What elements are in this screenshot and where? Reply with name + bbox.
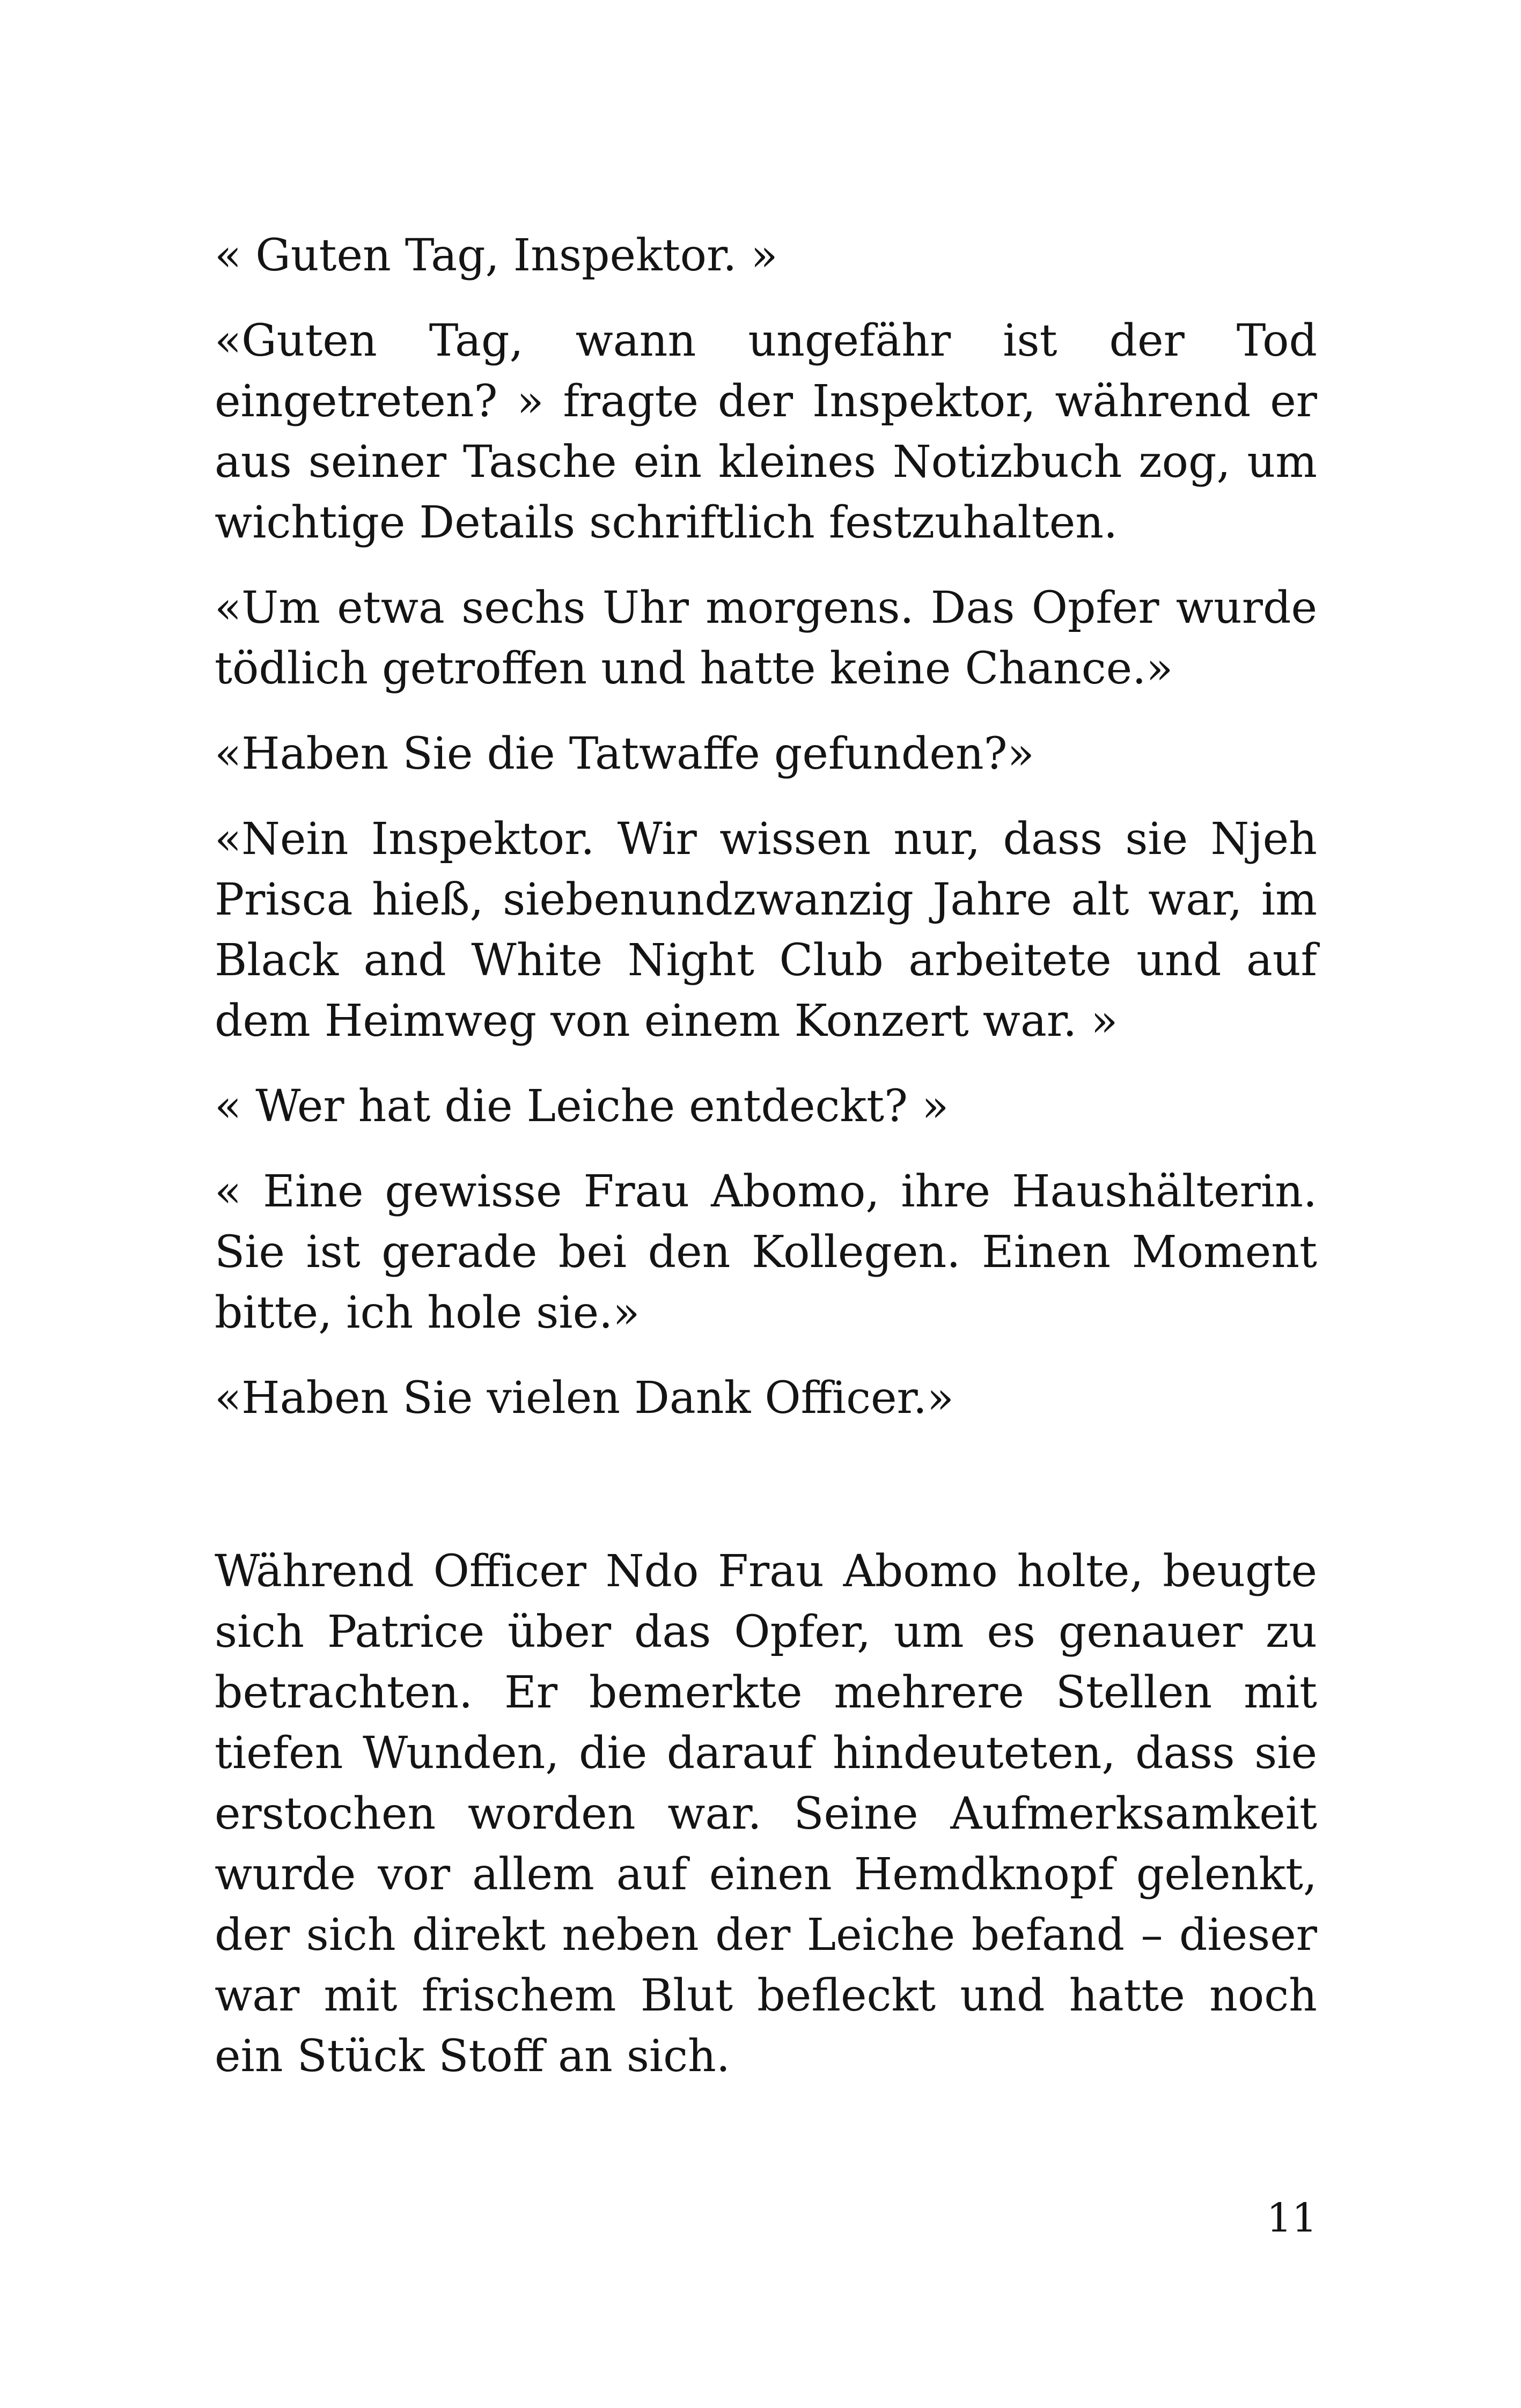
- dialogue-line: «Guten Tag, wann ungefähr ist der Tod eingetreten? » fragte der Inspektor, während er aus seiner Tasche ein kleines Notizbuch zog, um wichtige Details schriftlich festzuhalten.: [215, 315, 1317, 548]
- section-break: [215, 1428, 1317, 1541]
- dialogue-line: «Haben Sie vielen Dank Officer.»: [215, 1373, 954, 1424]
- dialogue-line: « Wer hat die Leiche entdeckt? »: [215, 1081, 949, 1132]
- dialogue-line: «Haben Sie die Tatwaffe gefunden?»: [215, 728, 1034, 779]
- dialogue-line: « Guten Tag, Inspektor. »: [215, 230, 778, 281]
- narrative-paragraph: Während Officer Ndo Frau Abomo holte, beugte sich Patrice über das Opfer, um es genauer zu betrachten. Er bemerkte mehrere Stellen mit tiefen Wunden, die darauf hindeuteten, dass sie erstochen worden war. Seine Aufmerksamkeit wurde vor allem auf einen Hemdknopf gelenkt, der sich direkt neben der Leiche befand – dieser war mit frischem Blut befleckt und hatte noch ein Stück Stoff an sich.: [215, 1546, 1317, 2082]
- dialogue-line: «Um etwa sechs Uhr morgens. Das Opfer wurde tödlich getroffen und hatte keine Chance.»: [215, 583, 1317, 694]
- page-number: 11: [1266, 2195, 1317, 2241]
- dialogue-line: « Eine gewisse Frau Abomo, ihre Haushälterin. Sie ist gerade bei den Kollegen. Einen Moment bitte, ich hole sie.»: [215, 1166, 1317, 1338]
- dialogue-line: «Nein Inspektor. Wir wissen nur, dass sie Njeh Prisca hieß, siebenundzwanzig Jahre alt war, im Black and White Night Club arbeitete und auf dem Heimweg von einem Konzert war. »: [215, 814, 1317, 1047]
- page-text: [215, 225, 1317, 2087]
